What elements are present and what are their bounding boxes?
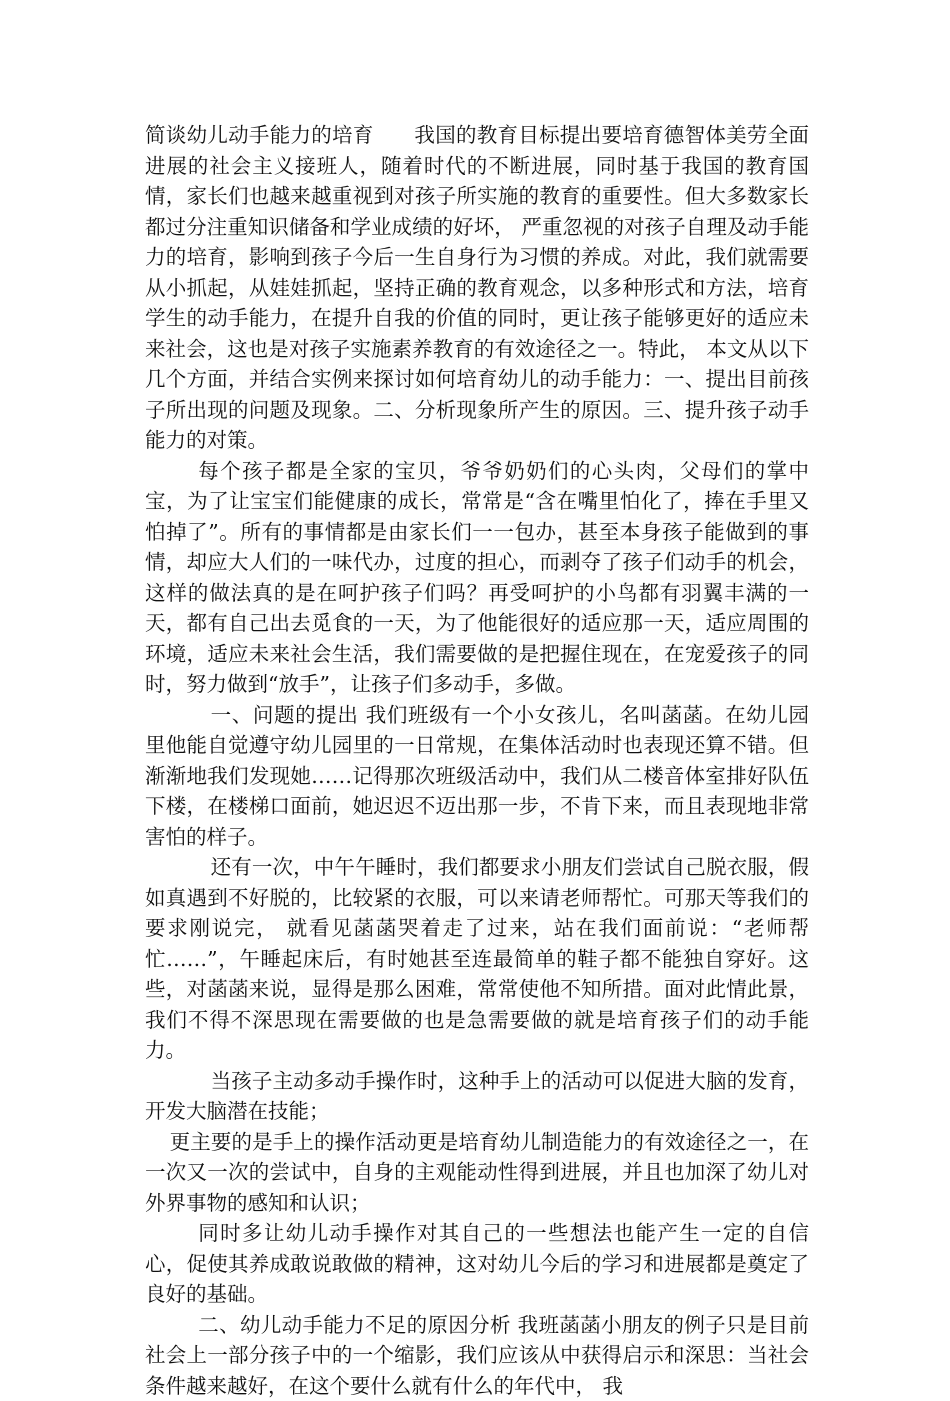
paragraph: 当孩子主动多动手操作时，这种手上的活动可以促进大脑的发育，开发大脑潜在技能；: [145, 1066, 809, 1127]
paragraph: 一、问题的提出 我们班级有一个小女孩儿，名叫菡菡。在幼儿园里他能自觉遵守幼儿园里的一日常规，在集体活动时也表现还算不错。但渐渐地我们发现她……记得那次班级活动中，我们从二楼音体室排好队伍下楼，在楼梯口面前，她迟迟不迈出那一步，不肯下来，而且表现地非常害怕的样子。: [145, 700, 809, 853]
document-body: [145, 120, 809, 1401]
intro-paragraph: [145, 120, 809, 456]
paragraph: 二、幼儿动手能力不足的原因分析 我班菡菡小朋友的例子只是目前社会上一部分孩子中的一个缩影，我们应该从中获得启示和深思：当社会条件越来越好，在这个要什么就有什么的年代中， 我: [145, 1310, 809, 1401]
paragraph: 每个孩子都是全家的宝贝，爷爷奶奶们的心头肉，父母们的掌中宝，为了让宝宝们能健康的成长，常常是“含在嘴里怕化了，捧在手里又怕掉了”。所有的事情都是由家长们一一包办，甚至本身孩子能做到的事情，却应大人们的一味代办，过度的担心，而剥夺了孩子们动手的机会，这样的做法真的是在呵护孩子们吗？再受呵护的小鸟都有羽翼丰满的一天，都有自己出去觅食的一天，为了他能很好的适应那一天，适应周围的环境，适应未来社会生活，我们需要做的是把握住现在，在宠爱孩子的同时，努力做到“放手”，让孩子们多动手，多做。: [145, 456, 809, 700]
paragraph-text: 我国的教育目标提出要培育德智体美劳全面进展的社会主义接班人，随着时代的不断进展，同时基于我国的教育国情，家长们也越来越重视到对孩子所实施的教育的重要性。但大多数家长都过分注重知识储备和学业成绩的好坏， 严重忽视的对孩子自理及动手能力的培育，影响到孩子今后一生自身行为习惯的养成。对此，我们就需要从小抓起，从娃娃抓起，坚持正确的教育观念，以多种形式和方法，培育学生的动手能力，在提升自我的价值的同时，更让孩子能够更好的适应未来社会，这也是对孩子实施素养教育的有效途径之一。特此， 本文从以下几个方面，并结合实例来探讨如何培育幼儿的动手能力：一、提出目前孩子所出现的问题及现象。二、分析现象所产生的原因。三、提升孩子动手能力的对策。: [145, 123, 809, 452]
document-title: 简谈幼儿动手能力的培育: [145, 123, 374, 147]
paragraph: 同时多让幼儿动手操作对其自己的一些想法也能产生一定的自信心，促使其养成敢说敢做的精神，这对幼儿今后的学习和进展都是奠定了良好的基础。: [145, 1218, 809, 1310]
paragraph: 更主要的是手上的操作活动更是培育幼儿制造能力的有效途径之一，在一次又一次的尝试中，自身的主观能动性得到进展，并且也加深了幼儿对外界事物的感知和认识；: [145, 1127, 809, 1219]
paragraph: 还有一次，中午午睡时，我们都要求小朋友们尝试自己脱衣服，假如真遇到不好脱的，比较紧的衣服，可以来请老师帮忙。可那天等我们的要求刚说完， 就看见菡菡哭着走了过来，站在我们面前说：“老师帮忙……”，午睡起床后，有时她甚至连最简单的鞋子都不能独自穿好。这些，对菡菡来说，显得是那么困难，常常使他不知所措。面对此情此景，我们不得不深思现在需要做的也是急需要做的就是培育孩子们的动手能力。: [145, 852, 809, 1066]
